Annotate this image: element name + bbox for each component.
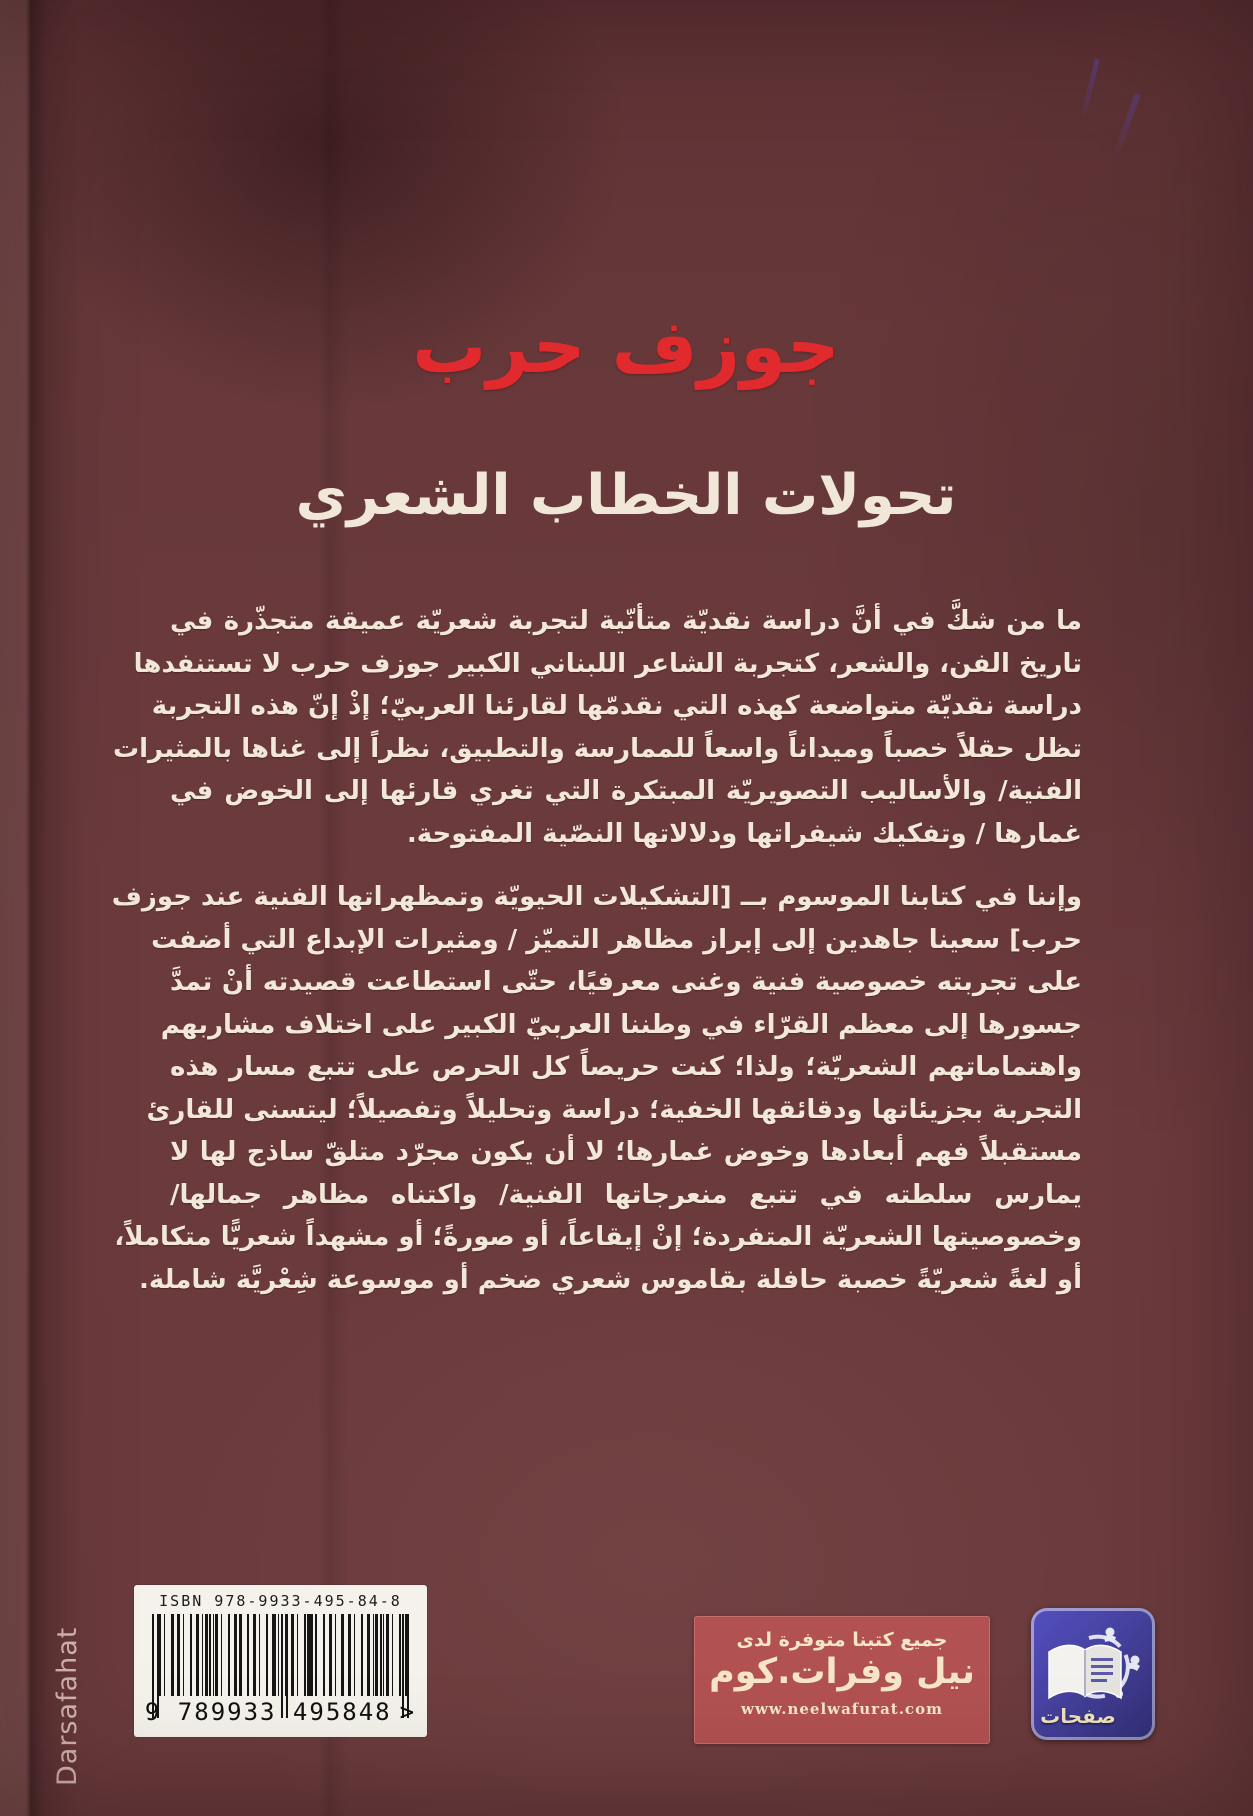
blurb-line: دراسة نقديّة متواضعة كهذه التي نقدمّها لقارئنا العربيّ؛ إذْ إنّ هذه التجربة (151, 691, 1082, 721)
blurb-line: واهتماماتهم الشعريّة؛ ولذا؛ كنت حريصاً كل الحرص على تتبع مسار هذه (170, 1052, 1082, 1082)
publisher-logo (1031, 1608, 1155, 1740)
pen-scratch-mark (1113, 93, 1141, 155)
blurb-line: التجربة بجزيئاتها ودقائقها الخفية؛ دراسة وتحليلاً وتفصيلاً؛ ليتسنى للقارئ (146, 1094, 1082, 1125)
vendor-site-url: www.neelwafurat.com (741, 1700, 943, 1718)
blurb-line: ما من شكَّ في أنَّ دراسة نقديّة متأنّية لتجربة شعريّة عميقة متجذّرة في (170, 606, 1082, 636)
barcode-arrow: > (399, 1698, 417, 1726)
barcode-bars (152, 1614, 409, 1696)
blurb-line: وإننا في كتابنا الموسوم بــ [التشكيلات الحيويّة وتمظهراتها الفنية عند جوزف (111, 882, 1082, 912)
blurb-line: تظل حقلاً خصباً وميداناً واسعاً للممارسة والتطبيق، نظراً إلى غناها بالمثيرات (112, 733, 1082, 764)
pen-scratch-mark (1081, 58, 1100, 115)
blurb-line: غمارها / وتفكيك شيفراتها ودلالاتها النصّية المفتوحة. (406, 818, 1082, 849)
blurb-line: أو لغةً شعريّةً خصبة حافلة بقاموس شعري ضخم أو موسوعة شِعْريَّة شاملة. (139, 1264, 1082, 1295)
blurb-line: الفنية/ والأساليب التصويريّة المبتكرة التي تغري قارئها إلى الخوض في (170, 776, 1082, 806)
isbn-barcode-panel (134, 1585, 427, 1737)
blurb-line: حرب] سعينا جاهدين إلى إبراز مظاهر التميّز / ومثيرات الإبداع التي أضفت (151, 924, 1082, 955)
author-name: جوزف حرب (412, 304, 840, 390)
barcode-digits (134, 1698, 427, 1726)
book-title: تحولات الخطاب الشعري (295, 463, 957, 528)
blurb-line: يمارس سلطته في تتبع منعرجاتها الفنية/ واكتناه مظاهر جمالها/ (170, 1179, 1082, 1210)
vendor-availability-box (694, 1616, 990, 1744)
vendor-site-name: نيل وفرات.كوم (709, 1652, 975, 1692)
blurb-line: تاريخ الفن، والشعر، كتجربة الشاعر اللبناني الكبير جوزف حرب لا تستنفدها (133, 648, 1082, 679)
vendor-tagline: جميع كتبنا متوفرة لدى (736, 1629, 948, 1651)
blurb-line: مستقبلاً فهم أبعادها وخوض غمارها؛ لا أن يكون مجرّد متلقّ ساذج لها لا (170, 1137, 1082, 1167)
blurb-paragraph-2 (111, 876, 1082, 1301)
barcode-number: 9 789933 495848 (144, 1698, 392, 1726)
isbn-label: ISBN 978-9933-495-84-8 (159, 1592, 402, 1610)
publisher-logo-text: صفحات (1040, 1704, 1116, 1728)
blurb-paragraph-1 (112, 600, 1082, 855)
spine-imprint-text: Darsafahat (52, 1626, 83, 1786)
blurb-line: وخصوصيتها الشعريّة المتفردة؛ إنْ إيقاعاً، أو صورةً؛ أو مشهداً شعريًّا متكاملاً، (114, 1222, 1082, 1252)
blurb-line: جسورها إلى معظم القرّاء في وطننا العربيّ الكبير على اختلاف مشاربهم (160, 1009, 1082, 1040)
blurb-line: على تجربته خصوصية فنية وغنى معرفيًا، حتّى استطاعت قصيدته أنْ تمدَّ (170, 967, 1082, 997)
